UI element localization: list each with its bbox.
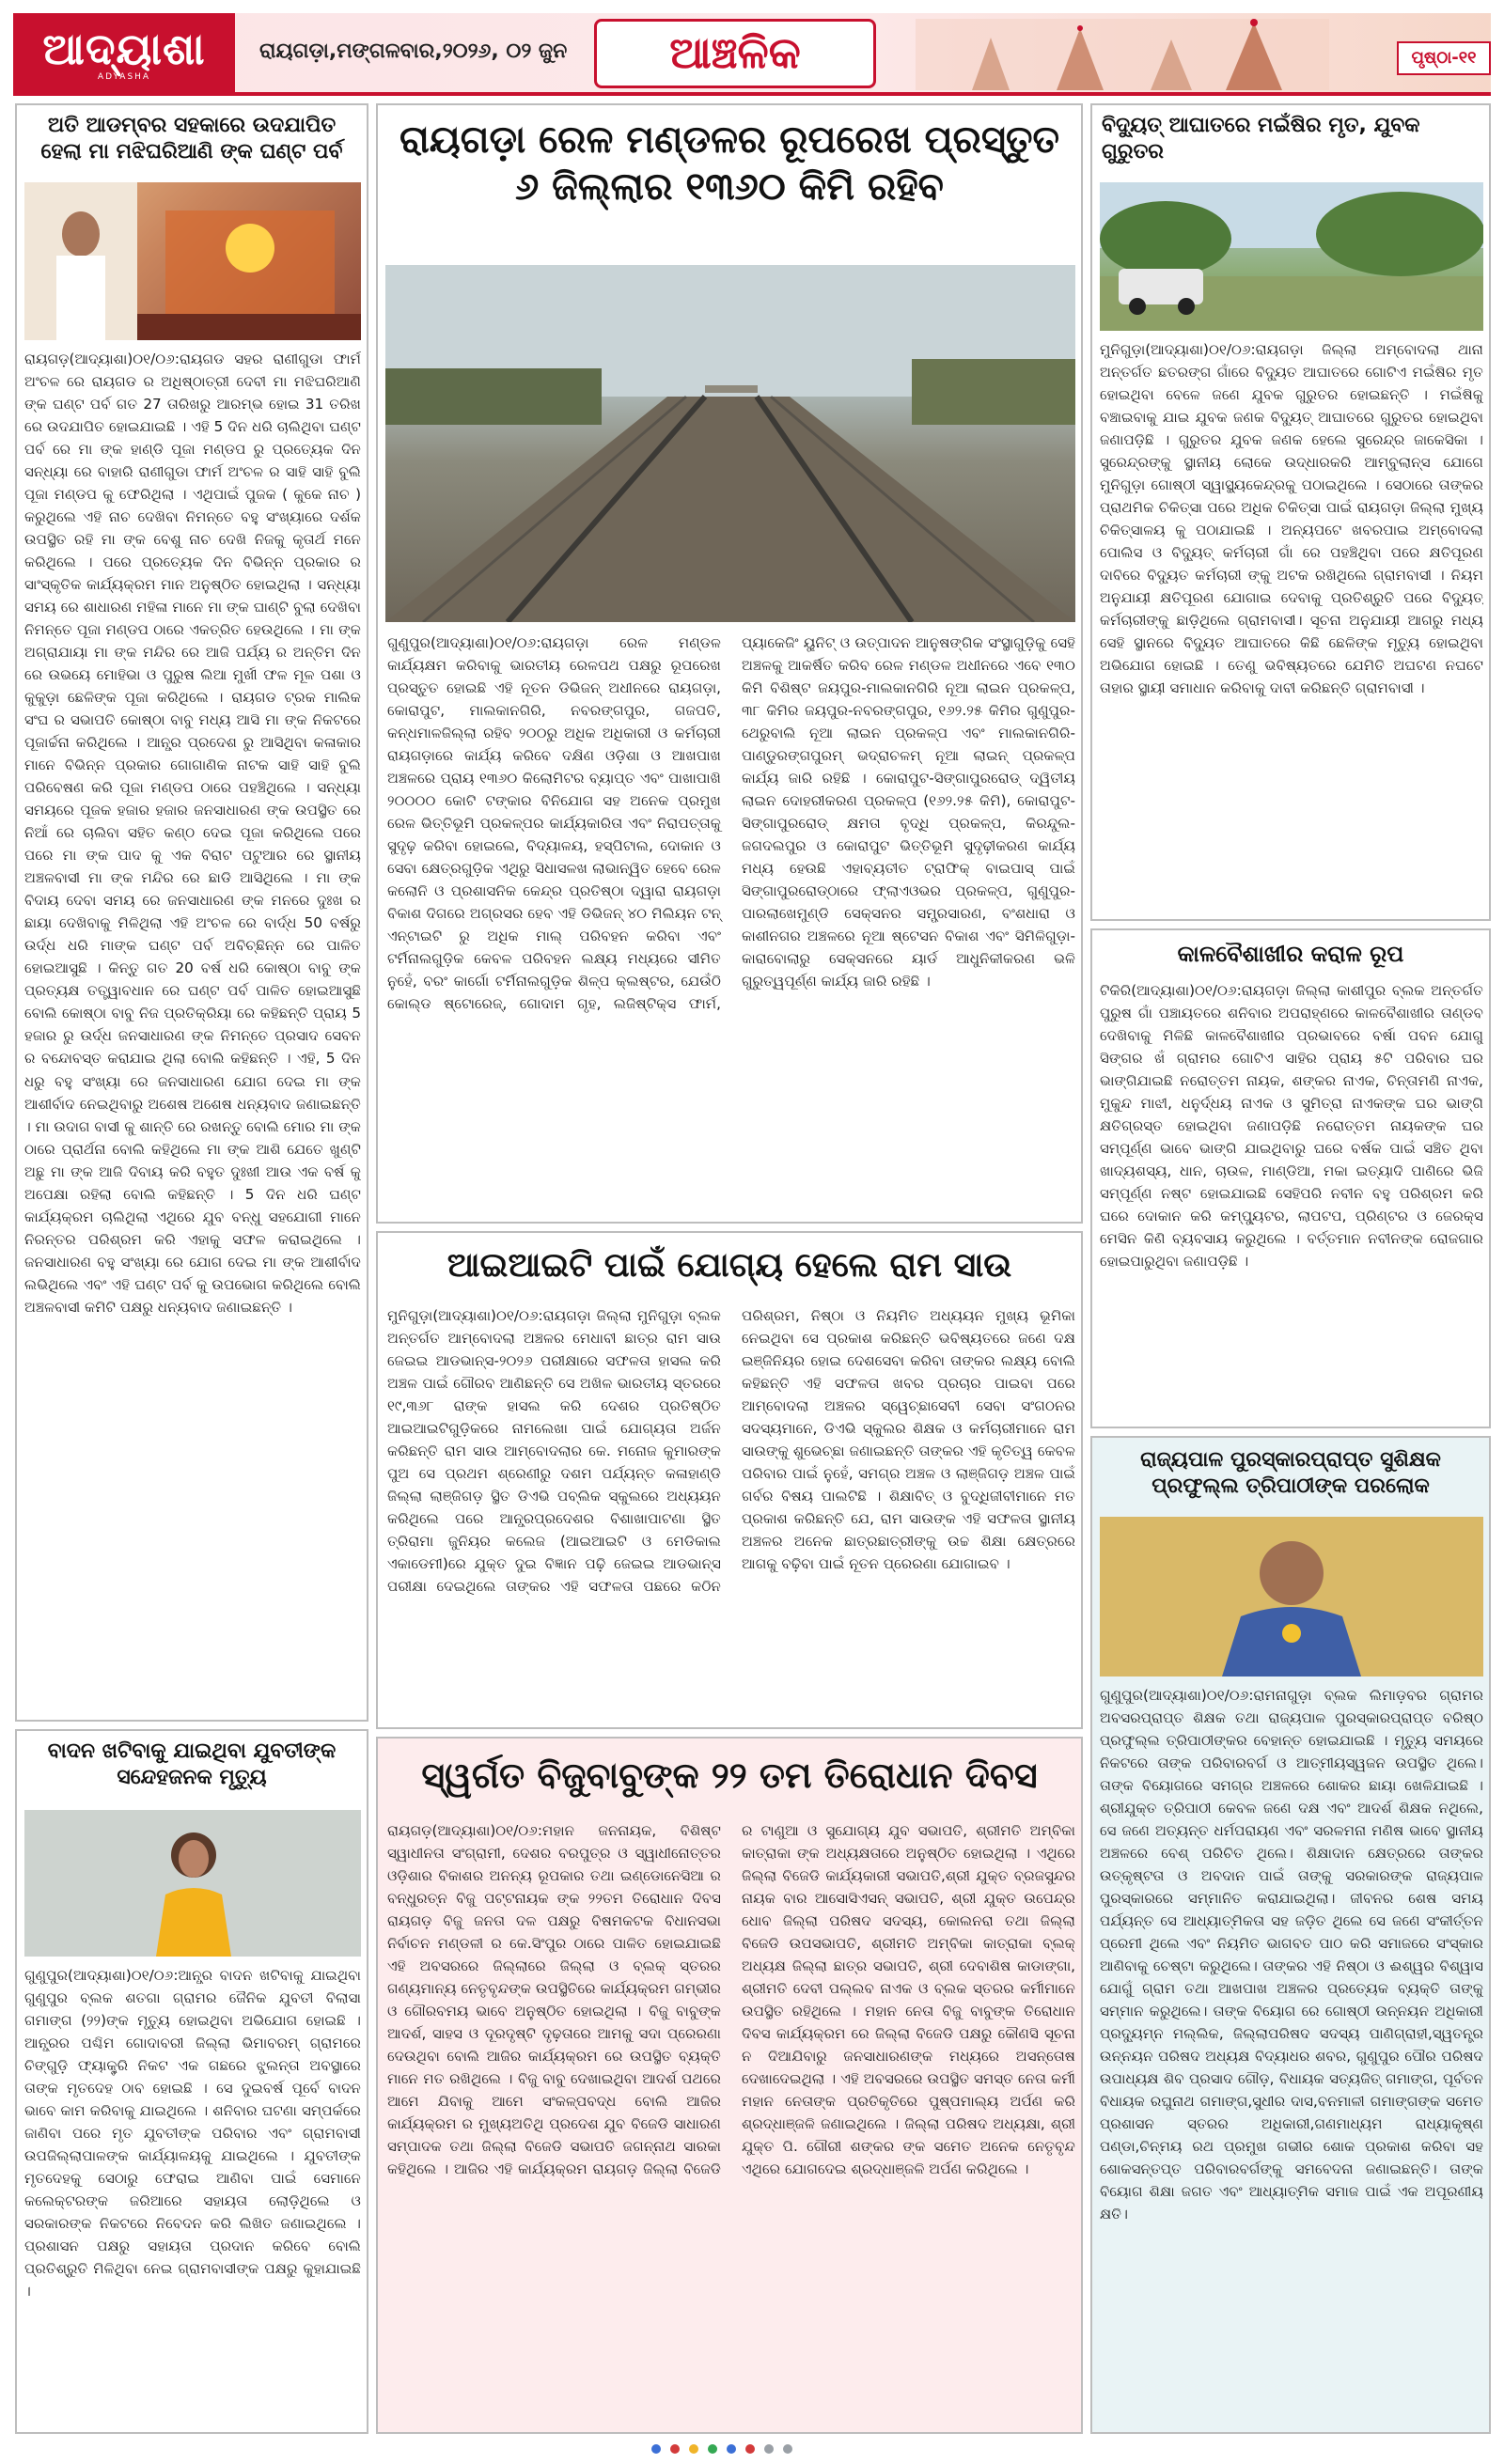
headline: ସ୍ୱର୍ଗତ ବିଜୁବାବୁଙ୍କ ୨୨ ତମ ତିରୋଧାନ ଦିବସ — [421, 1754, 1038, 1796]
headline: ଅତି ଆଡମ୍ବର ସହକାରେ ଉଦଯାପିତ ହେଲା ମା ମଝିଘରିଆଣି ଙ୍କ ଘଣ୍ଟ ପର୍ବ — [40, 114, 343, 164]
article-body: ଗୁଣୁପୁର(ଆଦ୍ୟାଶା)୦୧/୦୬:ଆନ୍ଧ୍ର ବାଦନ ଖଟିବାକୁ ଯାଇଥିବା ଗୁଣୁପୁର ବ୍ଲକ ଶତଗା ଗ୍ରାମର ଜୈନିକ ଯୁବତୀ ବିଲାସା ଗମାଙ୍ଗ (୨୨)ଙ୍କ ମୃତ୍ୟୁ ହୋଇଥିବା ଅଭିଯୋଗ ହୋଇଛି । ଆନ୍ଧ୍ରର ପଶ୍ଚିମ ଗୋଦାବରୀ ଜିଲ୍ଲା ଭିମାବରମ୍ ଗ୍ରାମରେ ଚିଙ୍ଗୁଡ଼ି ଫ୍ୟାକ୍ଟ୍ରି ନିକଟ ଏକ ଗଛରେ ଝୁଲନ୍ତା ଅବସ୍ଥାରେ ତାଙ୍କ ମୃତଦେହ ଠାବ ହୋଇଛି । ସେ ଦୁଇବର୍ଷ ପୂର୍ବେ ବାଦନ ଭାବେ କାମ କରିବାକୁ ଯାଇଥିଲେ । ଶନିବାର ଘଟଣା ସମ୍ପର୍କରେ ଜାଣିବା ପରେ ମୃତ ଯୁବତୀଙ୍କ ପରିବାର ଏବଂ ଗ୍ରାମବାସୀ ଉପଜିଲ୍ଲାପାଳଙ୍କ କାର୍ଯ୍ୟାଳୟକୁ ଯାଇଥିଲେ । ଯୁବତୀଙ୍କ ମୃତଦେହକୁ ସେଠାରୁ ଫେରାଇ ଆଣିବା ପାଇଁ ସେମାନେ କଲେକ୍ଟରଙ୍କ ଜରିଆରେ ସହାୟତା ଲୋଡ଼ିଥିଲେ ଓ ସରକାରଙ୍କ ନିକଟରେ ନିବେଦନ କରି ଲିଖିତ ଜଣାଇଥିଲେ । ପ୍ରଶାସନ ପକ୍ଷରୁ ସହାୟତା ପ୍ରଦାନ କରିବେ ବୋଲି ପ୍ରତିଶ୍ରୁତି ମିଳିଥିବା ନେଇ ଗ୍ରାମବାସୀଙ୍କ ପକ୍ଷରୁ କୁହାଯାଇଛି । — [24, 1967, 361, 2300]
headline: ବାଦନ ଖଟିବାକୁ ଯାଇଥିବା ଯୁବତୀଙ୍କ ସନ୍ଦେହଜନକ ମୃତ୍ୟୁ — [47, 1739, 337, 1789]
photo-placeholder-icon — [24, 1810, 361, 1957]
masthead — [13, 13, 1491, 96]
headline: ଆଇଆଇଟି ପାଇଁ ଯୋଗ୍ୟ ହେଲେ ରାମ ସାଉ — [446, 1246, 1012, 1285]
article-body: ରାୟଗଡ଼(ଆଦ୍ୟାଶା)୦୧/୦୬:ରାୟଗଡ ସହର ରାଣୀଗୁଡା ଫାର୍ମ ଅଂଚଳ ରେ ରାୟଗଡ ର ଅଧିଷ୍ଠାତ୍ରୀ ଦେବୀ ମା ମଝିଘରିଆଣି ଙ୍କ ଘଣ୍ଟ ପର୍ବ ଗତ 27 ତାରିଖରୁ ଆରମ୍ଭ ହୋଇ 31 ତରିଖ ରେ ଉଦଯାପିତ ହୋଇଯାଇଛି । ଏହି 5 ଦିନ ଧରି ଚାଲିଥିବା ଘଣ୍ଟ ପର୍ବ ରେ ମା ଙ୍କ ହାଣ୍ଡି ପୂଜା ମଣ୍ଡପ ରୁ ପ୍ରତ୍ୟେକ ଦିନ ସନ୍ଧ୍ୟା ରେ ବାହାରି ରାଣୀଗୁଡା ଫାର୍ମ ଅଂଚଳ ର ସାହି ସାହି ବୁଲି ପୂଜା ମଣ୍ଡପ କୁ ଫେରିଥିଲା । ଏଥିପାଇଁ ପୁଜକ ( କୁକେ ନାଚ ) କରୁଥିଲେ ଏହି ନାଚ ଦେଖିବା ନିମନ୍ତେ ବହୁ ସଂଖ୍ୟାରେ ଦର୍ଶକ ଉପସ୍ଥିତ ରହି ମା ଙ୍କ ବେଶୁ ନାଚ ଦେଖି ନିଜକୁ କୃତାର୍ଥ ମନେ କରିଥିଲେ । ପରେ ପ୍ରତ୍ୟେକ ଦିନ ବିଭିନ୍ନ ପ୍ରକାର ର ସାଂସ୍କୃତିକ କାର୍ଯ୍ୟକ୍ରମ ମାନ ଅନୁଷ୍ଠିତ ହୋଇଥିଲା । ସନ୍ଧ୍ୟା ସମୟ ରେ ଶାଧାରଣ ମହିଳା ମାନେ ମା ଙ୍କ ଘାଣ୍ଟି ବୁଲା ଦେଖିବା ନିମନ୍ତେ ପୂଜା ମଣ୍ଡପ ଠାରେ ଏକତ୍ରିତ ହେଉଥିଲେ । ମା ଙ୍କ ଅଗ୍ରାଯାୟା ମା ଙ୍କ ମନ୍ଦିର ରେ ଆଜି ପର୍ଯ୍ୟ ର ଅନ୍ତିମ ଦିନ ରେ ଉଭୟେ ମୋହିଭା ଓ ପୁରୁଷ ଲିଆ ମୁର୍ଖୀ ଫଳ ମୂଳ ପଶା ଓ କୁକୁଡ଼ା ଛେଳିଙ୍କ ପୂଜା କରିଥିଲେ । ରାୟଗଡ ଟ୍ରକ ମାଲିକ ସଂଘ ର ସଭାପତି କୋଷ୍ଠା ବାବୁ ମଧ୍ୟ ଆସି ମା ଙ୍କ ନିକଟରେ ପୂଜାର୍ଚ୍ଚନା କରିଥିଲେ । ଆନ୍ଧ୍ର ପ୍ରଦେଶ ରୁ ଆସିଥିବା କଳାକାର ମାନେ ବିଭିନ୍ନ ପ୍ରକାର ଗୋଗାଣିକ ନାଟକ ସାହି ସାହି ବୁଲି ପରିବେଷଣ କରି ପୂଜା ମଣ୍ଡପ ଠାରେ ପହଞ୍ଚିଥିଲେ । ସନ୍ଧ୍ୟା ସମୟରେ ପୂଜକ ହଜାର ହଜାର ଜନସାଧାରଣ ଙ୍କ ଉପସ୍ଥିତ ରେ ନିଆଁ ରେ ଚାଲିବା ସହିତ କଣ୍ଠ ଦେଇ ପୂଜା କରିଥିଲେ ପରେ ପରେ ମା ଙ୍କ ପାଦ କୁ ଏକ ବିରାଟ ପଟୁଆର ରେ ସ୍ଥାନୀୟ ଅଞ୍ଚଳବାସୀ ମା ଙ୍କ ମନ୍ଦିର ରେ ଛାଡି ଆସିଥିଲେ । ମା ଙ୍କ ବିଦାୟ ଦେବା ସମୟ ରେ ଜନସାଧାରଣ ଙ୍କ ମନରେ ଦୁଃଖ ର ଛାୟା ଦେଖିବାକୁ ମିଳିଥିଲା ଏହି ଅଂଚଳ ରେ ବାର୍ଦ୍ଧ 50 ବର୍ଷରୁ ଉର୍ଦ୍ଧ ଧରି ମାଙ୍କ ଘଣ୍ଟ ପର୍ବ ଅବିଚ୍ଛିନ୍ନ ରେ ପାଳିତ ହୋଇଆସୁଛି । କିନ୍ତୁ ଗତ 20 ବର୍ଷ ଧରି କୋଷ୍ଠା ବାବୁ ଙ୍କ ପ୍ରତ୍ୟକ୍ଷ ତତ୍ତ୍ୱାବଧାନ ରେ ଘଣ୍ଟ ପର୍ବ ପାଳିତ ହୋଇଆସୁଛି ବୋଲି କୋଷ୍ଠା ବାବୁ ନିଜ ପ୍ରତିକ୍ରିୟା ରେ କହିଛନ୍ତି ପ୍ରାୟ 5 ହଜାର ରୁ ଉର୍ଦ୍ଧ ଜନସାଧାରଣ ଙ୍କ ନିମନ୍ତେ ପ୍ରସାଦ ସେବନ ର ବନ୍ଦୋବସ୍ତ କରାଯାଇ ଥିଲା ବୋଲି କହିଛନ୍ତି । ଏହି, 5 ଦିନ ଧରୁ ବହୁ ସଂଖ୍ୟା ରେ ଜନସାଧାରଣ ଯୋଗ ଦେଇ ମା ଙ୍କ ଆଶୀର୍ବାଦ ନେଇଥିବାରୁ ଅଶେଷ ଅଶେଷ ଧନ୍ୟବାଦ ଜଣାଇଛନ୍ତି । ମା ଉଦାଗ ବାସୀ କୁ ଶାନ୍ତି ରେ ରଖନ୍ତୁ ବୋଲି ମୋର ମା ଙ୍କ ଠାରେ ପ୍ରାର୍ଥନା ବୋଲି କହିଥିଲେ ମା ଙ୍କ ଆଶି ଯେତେ ଖୁଣ୍ଟି ଅଛୁ ମା ଙ୍କ ଆଜି ଦିବାୟ କରି ବହୁତ ଦୁଃଖୀ ଆଉ ଏକ ବର୍ଷ କୁ ଅପେକ୍ଷା ରହିଲା ବୋଲି କହିଛନ୍ତି । 5 ଦିନ ଧରି ଘଣ୍ଟ କାର୍ଯ୍ୟକ୍ରମ ଚାଲିଥିଲା ଏଥିରେ ଯୁବ ବନ୍ଧୁ ସହଯୋଗୀ ମାନେ ନିରନ୍ତର ପରିଶ୍ରମ କରି ଏହାକୁ ସଫଳ କରାଇଥିଲେ । ଜନସାଧାରଣ ବହୁ ସଂଖ୍ୟା ରେ ଯୋଗ ଦେଇ ମା ଙ୍କ ଆଶୀର୍ବାଦ ଲଭିଥିଲେ ଏବଂ ଏହି ଘଣ୍ଟ ପର୍ବ କୁ ଉପଭୋଗ କରିଥିଲେ ବୋଲି ଅଞ୍ଚଳବାସୀ କମିଟି ପକ୍ଷରୁ ଧନ୍ୟବାଦ ଜଣାଇଛନ୍ତି । — [24, 351, 361, 1316]
headline: ରାଜ୍ୟପାଳ ପୁରସ୍କାରପ୍ରାପ୍ତ ସୁଶିକ୍ଷକ ପ୍ରଫୁଲ୍ଲ ତ୍ରିପାଠୀଙ୍କ ପରଲୋକ — [1140, 1448, 1441, 1498]
photo-temple-puja — [24, 182, 361, 340]
article-biju-babu — [376, 1737, 1083, 2434]
article-body: ଗୁଣୁପୁର(ଆଦ୍ୟାଶା)୦୧/୦୬:ରାୟଗଡ଼ା ରେଳ ମଣ୍ଡଳ କାର୍ଯ୍ୟକ୍ଷମ କରିବାକୁ ଭାରତୀୟ ରେଳପଥ ପକ୍ଷରୁ ରୂପରେଖ ପ୍ରସ୍ତୁତ ହୋଇଛି ଏହି ନୂତନ ଡିଭିଜନ୍ ଅଧୀନରେ ରାୟଗଡ଼ା, କୋରାପୁଟ, ମାଲକାନଗିରି, ନବରଙ୍ଗପୁର, ଗଜପତି, କନ୍ଧମାଳଜିଲ୍ଲା ରହିବ ୨୦୦ରୁ ଅଧିକ ଅଧିକାରୀ ଓ କର୍ମଚାରୀ ରାୟଗଡ଼ାରେ କାର୍ଯ୍ୟ କରିବେ ଦକ୍ଷିଣ ଓଡ଼ିଶା ଓ ଆଖପାଖ ଅଞ୍ଚଳରେ ପ୍ରାୟ ୧୩୬୦ କିଲୋମିଟର ବ୍ୟାପ୍ତ ଏବଂ ପାଖାପାଖି ୨୦୦୦୦ କୋଟି ଟଙ୍କାର ବିନିଯୋଗ ସହ ଅନେକ ପ୍ରମୁଖ ରେଳ ଭିତ୍ତିଭୂମି ପ୍ରକଳ୍ପର କାର୍ଯ୍ୟକାରିତା ଏବଂ ନିରାପତ୍ତାକୁ ସୁଦୃଢ଼ କରିବା ହୋଇଲେ, ବିଦ୍ୟାଳୟ, ହସ୍ପିଟାଲ, ଦୋକାନ ଓ ସେବା କ୍ଷେତ୍ରଗୁଡ଼ିକ ଏଥିରୁ ସିଧାସଳଖ ଲାଭାନ୍ୱିତ ହେବେ ରେଳ କଲୋନି ଓ ପ୍ରଶାସନିକ କେନ୍ଦ୍ର ପ୍ରତିଷ୍ଠା ଦ୍ୱାରା ରାୟଗଡ଼ା ବିକାଶ ଦିଗରେ ଅଗ୍ରସର ହେବ ଏହି ଡିଭିଜନ୍ ୪୦ ମିଲିୟନ ଟନ୍ ଏନ୍ଟାଇଟି ରୁ ଅଧିକ ମାଲ୍ ପରିବହନ କରିବା ଏବଂ ଟର୍ମିନାଲଗୁଡ଼ିକ କେବଳ ପରିବହନ ଲକ୍ଷ୍ୟ ମଧ୍ୟରେ ସୀମିତ ନୁହେଁ, ବରଂ କାର୍ଗୋ ଟର୍ମିନାଲଗୁଡ଼ିକ ଶିଳ୍ପ କ୍ଲଷ୍ଟର, ଯେଉଁଠି କୋଲ୍ଡ ଷ୍ଟୋରେଜ୍, ଗୋଦାମ ଗୃହ, ଲଜିଷ୍ଟିକ୍ସ ଫାର୍ମ, ପ୍ୟାକେଜିଂ ୟୁନିଟ୍ ଓ ଉତ୍ପାଦନ ଆନୁଷଙ୍ଗିକ ସଂସ୍ଥାଗୁଡ଼ିକୁ ସେହି ଅଞ୍ଚଳକୁ ଆକର୍ଷିତ କରିବ ରେଳ ମଣ୍ଡଳ ଅଧୀନରେ ଏବେ ୧୩୦ କିମି ବିଶିଷ୍ଟ ଜୟପୁର-ମାଲକାନଗିରି ନୂଆ ଲାଇନ ପ୍ରକଳ୍ପ, ୩୮ କିମିର ଜୟପୁର-ନବରଙ୍ଗପୁର, ୧୬୨.୨୫ କିମିର ଗୁଣୁପୁର-ଥେରୁବାଲି ନୂଆ ଲାଇନ ପ୍ରକଳ୍ପ ଏବଂ ମାଲକାନଗିରି-ପାଣ୍ଡୁରଙ୍ଗପୁରମ୍ ଭଦ୍ରାଚଳମ୍ ନୂଆ ଲାଇନ୍ ପ୍ରକଳ୍ପ କାର୍ଯ୍ୟ ଜାରି ରହିଛି । କୋରାପୁଟ-ସିଙ୍ଗାପୁରରୋଡ୍ ଦ୍ୱିତୀୟ ଲାଇନ ଦୋହରୀକରଣ ପ୍ରକଳ୍ପ (୧୬୨.୨୫ କିମି), କୋରାପୁଟ-ସିଙ୍ଗାପୁରରୋଡ୍ କ୍ଷମତା ବୃଦ୍ଧି ପ୍ରକଳ୍ପ, କିରନ୍ଦୁଲ-ଜଗଦଲପୁର ଓ କୋରାପୁଟ ଭିତ୍ତିଭୂମି ସୁଦୃଢ଼ୀକରଣ କାର୍ଯ୍ୟ ମଧ୍ୟ ହେଉଛି ଏହାବ୍ୟତୀତ ଟ୍ରାଫିକ୍ ବାଇପାସ୍ ପାଇଁ ସିଙ୍ଗାପୁରରୋଡ୍‌ଠାରେ ଫ୍ଲାଏଓଭର ପ୍ରକଳ୍ପ, ଗୁଣୁପୁର-ପାରଲାଖେମୁଣ୍ଡି ସେକ୍ସନର ସମ୍ପ୍ରସାରଣ, ବଂଶଧାରା ଓ କାଶୀନଗର ଅଞ୍ଚଳରେ ନୂଆ ଷ୍ଟେସନ ବିକାଶ ଏବଂ ସିମିଳିଗୁଡ଼ା-କାରାବୋଲାରୁ ସେକ୍ସନରେ ୟାର୍ଡ ଆଧୁନିକୀକରଣ ଭଳି ଗୁରୁତ୍ୱପୂର୍ଣ୍ଣ କାର୍ଯ୍ୟ ଜାରି ରହିଛି । — [387, 634, 1075, 1013]
page-indicator-dots-icon — [649, 2441, 808, 2456]
photo-young-woman — [24, 1810, 361, 1957]
photo-teacher-portrait — [1100, 1517, 1483, 1676]
article-body: ମୁନିଗୁଡ଼ା(ଆଦ୍ୟାଶା)୦୧/୦୬:ରାୟଗଡ଼ା ଜିଲ୍ଲା ମୁନିଗୁଡ଼ା ବ୍ଲକ ଅନ୍ତର୍ଗତ ଆମ୍ବୋଦଲା ଅଞ୍ଚଳର ମେଧାବୀ ଛାତ୍ର ରାମ ସାଉ ଜେଇଇ ଆଡଭାନ୍ସ-୨୦୨୬ ପରୀକ୍ଷାରେ ସଫଳତା ହାସଲ କରି ଅଞ୍ଚଳ ପାଇଁ ଗୌରବ ଆଣିଛନ୍ତି ସେ ଅଖିଳ ଭାରତୀୟ ସ୍ତରରେ ୧୯,୩୬୮ ରାଙ୍କ ହାସଲ କରି ଦେଶର ପ୍ରତିଷ୍ଠିତ ଆଇଆଇଟିଗୁଡ଼ିକରେ ନାମଲେଖା ପାଇଁ ଯୋଗ୍ୟତା ଅର୍ଜନ କରିଛନ୍ତି ରାମ ସାଉ ଆମ୍ବୋଦଲାର କେ. ମନୋଜ କୁମାରଙ୍କ ପୁଅ ସେ ପ୍ରଥମ ଶ୍ରେଣୀରୁ ଦଶମ ପର୍ଯ୍ୟନ୍ତ କଳାହାଣ୍ଡି ଜିଲ୍ଲା ଲାଞ୍ଜିଗଡ଼ ସ୍ଥିତ ଡିଏଭି ପବ୍ଲିକ ସ୍କୁଲରେ ଅଧ୍ୟୟନ କରିଥିଲେ ପରେ ଆନ୍ଧ୍ରପ୍ରଦେଶର ବିଶାଖାପାଟଣା ସ୍ଥିତ ତ୍ରିରାମା ଜୁନିୟର କଲେଜ (ଆଇଆଇଟି ଓ ମେଡିକାଲ ଏକାଡେମୀ)ରେ ଯୁକ୍ତ ଦୁଇ ବିଜ୍ଞାନ ପଢ଼ି ଜେଇଇ ଆଡଭାନ୍ସ ପରୀକ୍ଷା ଦେଇଥିଲେ ତାଙ୍କର ଏହି ସଫଳତା ପଛରେ କଠିନ ପରିଶ୍ରମ, ନିଷ୍ଠା ଓ ନିୟମିତ ଅଧ୍ୟୟନ ମୁଖ୍ୟ ଭୂମିକା ନେଇଥିବା ସେ ପ୍ରକାଶ କରିଛନ୍ତି ଭବିଷ୍ୟତରେ ଜଣେ ଦକ୍ଷ ଇଞ୍ଜିନିୟର ହୋଇ ଦେଶସେବା କରିବା ତାଙ୍କର ଲକ୍ଷ୍ୟ ବୋଲି କହିଛନ୍ତି ଏହି ସଫଳତା ଖବର ପ୍ରଚାର ପାଇବା ପରେ ଆମ୍ବୋଦଲା ଅଞ୍ଚଳର ସ୍ୱେଚ୍ଛାସେବୀ ସେବା ସଂଗଠନର ସଦସ୍ୟମାନେ, ଡିଏଭି ସ୍କୁଲର ଶିକ୍ଷକ ଓ କର୍ମଚାରୀମାନେ ରାମ ସାଉଙ୍କୁ ଶୁଭେଚ୍ଛା ଜଣାଇଛନ୍ତି ତାଙ୍କର ଏହି କୃତିତ୍ୱ କେବଳ ପରିବାର ପାଇଁ ନୁହେଁ, ସମଗ୍ର ଅଞ୍ଚଳ ଓ ଲାଞ୍ଜିଗଡ଼ ଅଞ୍ଚଳ ପାଇଁ ଗର୍ବର ବିଷୟ ପାଲଟିଛି । ଶିକ୍ଷାବିତ୍ ଓ ବୁଦ୍ଧିଜୀବୀମାନେ ମତ ପ୍ରକାଶ କରିଛନ୍ତି ଯେ, ରାମ ସାଉଙ୍କ ଏହି ସଫଳତା ସ୍ଥାନୀୟ ଅଞ୍ଚଳର ଅନେକ ଛାତ୍ରଛାତ୍ରୀଙ୍କୁ ଉଚ୍ଚ ଶିକ୍ଷା କ୍ଷେତ୍ରରେ ଆଗକୁ ବଢ଼ିବା ପାଇଁ ନୂତନ ପ୍ରେରଣା ଯୋଗାଇବ । — [387, 1307, 1075, 1596]
article-rail-division — [376, 103, 1083, 1224]
article-body: ଟିକିରି(ଆଦ୍ୟାଶା)୦୧/୦୬:ରାୟଗଡ଼ା ଜିଲ୍ଲା କାଶୀପୁର ବ୍ଲକ ଅନ୍ତର୍ଗତ ପୁରୁଷ ଗାଁ ପଞ୍ଚାୟତରେ ଶନିବାର ଅପରାହ୍ଣରେ କାଳବୈଶାଖୀର ତାଣ୍ଡବ ଦେଖିବାକୁ ମିଳିଛି କାଳବୈଶାଖୀର ପ୍ରଭାବରେ ବର୍ଷା ପବନ ଯୋଗୁ ସିଙ୍ଗର ଖଁ ଗ୍ରାମର ଗୋଟିଏ ସାହିର ପ୍ରାୟ ୫ଟି ପରିବାର ଘର ଭାଙ୍ଗିଯାଇଛି ନରୋତ୍ତମ ନାୟକ, ଶଙ୍କର ନାଏକ, ଚିନ୍ତାମଣି ନାଏକ, ମୁକୁନ୍ଦ ମାଝୀ, ଧନୁର୍ଦ୍ଧୟ ନାଏକ ଓ ସୁମିତ୍ରା ନାଏକଙ୍କ ଘର ଭାଙ୍ଗି କ୍ଷତିଗ୍ରସ୍ତ ହୋଇଥିବା ଜଣାପଡ଼ିଛି ନରୋତ୍ତମ ନାୟକଙ୍କ ଘର ସମ୍ପୂର୍ଣ୍ଣ ଭାବେ ଭାଙ୍ଗି ଯାଇଥିବାରୁ ଘରେ ବର୍ଷକ ପାଇଁ ସଞ୍ଚିତ ଥିବା ଖାଦ୍ୟଶସ୍ୟ, ଧାନ, ଚାଉଳ, ମାଣ୍ଡିଆ, ମକା ଇତ୍ୟାଦି ପାଣିରେ ଭିଜି ସମ୍ପୂର୍ଣ୍ଣ ନଷ୍ଟ ହୋଇଯାଇଛି ସେହିପରି ନବୀନ ବହୁ ପରିଶ୍ରମ କରି ଘରେ ଦୋକାନ କରି କମ୍ପ୍ୟୁଟର, ଲାପଟପ, ପ୍ରିଣ୍ଟର ଓ ଜେରକ୍ସ ମେସିନ କିଣି ବ୍ୟବସାୟ କରୁଥିଲେ । ବର୍ତ୍ତମାନ ନବୀନଙ୍କ ରୋଜଗାର ହୋଇପାରୁଥିବା ଜଣାପଡ଼ିଛି । — [1100, 982, 1483, 1271]
headline: ରାୟଗଡ଼ା ରେଳ ମଣ୍ଡଳର ରୂପରେଖ ପ୍ରସ୍ତୁତ ୬ ଜିଲ୍ଲାର ୧୩୬୦ କିମି ରହିବ — [399, 118, 1060, 209]
section-title: ଆଞ୍ଚଳିକ — [594, 19, 876, 88]
article-electric-shock — [1090, 103, 1491, 921]
headline: ବିଦ୍ୟୁତ୍ ଆଘାତରେ ମଇଁଷିର ମୃତ, ଯୁବକ ଗୁରୁତର — [1102, 114, 1420, 164]
photo-railway-track — [385, 265, 1075, 622]
article-body: ରାୟଗଡ଼(ଆଦ୍ୟାଶା)୦୧/୦୬:ମହାନ ଜନନାୟକ, ବିଶିଷ୍ଟ ସ୍ୱାଧୀନତା ସଂଗ୍ରାମୀ, ଦେଶର ବରପୁତ୍ର ଓ ସ୍ୱାଧୀନୋତ୍ତର ଓଡ଼ିଶାର ବିକାଶର ଅନନ୍ୟ ରୂପକାର ତଥା ଇଣ୍ଡୋନେସିଆ ର ବନ୍ଧୁରତ୍ନ ବିଜୁ ପଟ୍ଟନାୟକ ଙ୍କ ୨୨ତମ ତିରୋଧାନ ଦିବସ ରାୟଗଡ଼ ବିଜୁ ଜନତା ଦଳ ପକ୍ଷରୁ ବିଷମକଟକ ବିଧାନସଭା ନିର୍ବାଚନ ମଣ୍ଡଳୀ ର କେ.ସିଂପୁର ଠାରେ ପାଳିତ ହୋଇଯାଇଛି ଏହି ଅବସରରେ ଜିଲ୍ଲାରେ ଜିଲ୍ଲା ଓ ବ୍ଲକ୍ ସ୍ତରର ଗଣ୍ୟମାନ୍ୟ ନେତୃବୃନ୍ଦଙ୍କ ଉପସ୍ଥିତିରେ କାର୍ଯ୍ୟକ୍ରମ ଗମ୍ଭୀର ଓ ଗୌରବମୟ ଭାବେ ଅନୁଷ୍ଠିତ ହୋଇଥିଲା । ବିଜୁ ବାବୁଙ୍କ ଆଦର୍ଶ, ସାହସ ଓ ଦୂରଦୃଷ୍ଟି ଦୃଢ଼ତାରେ ଆମକୁ ସଦା ପ୍ରେରଣା ଦେଉଥିବା ବୋଲି ଆଜିର କାର୍ଯ୍ୟକ୍ରମ ରେ ଉପସ୍ଥିତ ବ୍ୟକ୍ତି ମାନେ ମତ ରଖିଥିଲେ । ବିଜୁ ବାବୁ ଦେଖାଇଥିବା ଆଦର୍ଶ ପଥରେ ଆମେ ଯିବାକୁ ଆମେ ସଂକଳ୍ପବଦ୍ଧ ବୋଲି ଆଜିର କାର୍ଯ୍ୟକ୍ରମ ର ମୁଖ୍ୟଅତିଥି ପ୍ରଦେଶ ଯୁବ ବିଜେଡି ସାଧାରଣ ସମ୍ପାଦକ ତଥା ଜିଲ୍ଲା ବିଜେଡି ସଭାପତି ଜଗନ୍ନାଥ ସାରକା କହିଥିଲେ । ଆଜିର ଏହି କାର୍ଯ୍ୟକ୍ରମ ରାୟଗଡ଼ ଜିଲ୍ଲା ବିଜେଡି ର ଟାଣୁଆ ଓ ସୁଯୋଗ୍ୟ ଯୁବ ସଭାପତି, ଶ୍ରୀମତି ଅମ୍ବିକା କାତ୍ରାକା ଙ୍କ ଅଧ୍ୟକ୍ଷତାରେ ଅନୁଷ୍ଠିତ ହୋଇଥିଲା । ଏଥିରେ ଜିଲ୍ଲା ବିଜେଡି କାର୍ଯ୍ୟକାରୀ ସଭାପତି,ଶ୍ରୀ ଯୁକ୍ତ ବ୍ରଜସୁନ୍ଦର ନାୟକ ବାର ଆସୋସିଏସନ୍ ସଭାପତି, ଶ୍ରୀ ଯୁକ୍ତ ଉପେନ୍ଦ୍ର ଧୋବ ଜିଲ୍ଲା ପରିଷଦ ସଦସ୍ୟ, କୋଲନରା ତଥା ଜିଲ୍ଲା ବିଜେଡି ଉପସଭାପତି, ଶ୍ରୀମତି ଅମ୍ବିକା କାତ୍ରାକା ବ୍ଲକ୍ ଅଧ୍ୟକ୍ଷ ଜିଲ୍ଲା ଛାତ୍ର ସଭାପତି, ଶ୍ରୀ ଦେବାଶିଷ କାଡାଙ୍ଗା, ଶ୍ରୀମତି ଦେବୀ ପଲ୍ଲବ ନାଏକ ଓ ବ୍ଲକ ସ୍ତରର କର୍ମୀମାନେ ଉପସ୍ଥିତ ରହିଥିଲେ । ମହାନ ନେତା ବିଜୁ ବାବୁଙ୍କ ତିରୋଧାନ ଦିବସ କାର୍ଯ୍ୟକ୍ରମ ରେ ଜିଲ୍ଲା ବିଜେଡି ପକ୍ଷରୁ କୌଣସି ସୂଚନା ନ ଦିଆଯିବାରୁ ଜନସାଧାରଣଙ୍କ ମଧ୍ୟରେ ଅସନ୍ତୋଷ ଦେଖାଦେଇଥିଲା । ଏହି ଅବସରରେ ଉପସ୍ଥିତ ସମସ୍ତ ନେତା କର୍ମୀ ମହାନ ନେତାଙ୍କ ପ୍ରତିକୃତିରେ ପୁଷ୍ପମାଲ୍ୟ ଅର୍ପଣ କରି ଶ୍ରଦ୍ଧାଞ୍ଜଳି ଜଣାଇଥିଲେ । ଜିଲ୍ଲା ପରିଷଦ ଅଧ୍ୟକ୍ଷା, ଶ୍ରୀ ଯୁକ୍ତ ପି. ଗୌରୀ ଶଙ୍କର ଙ୍କ ସମେତ ଅନେକ ନେତୃବୃନ୍ଦ ଏଥିରେ ଯୋଗଦେଇ ଶ୍ରଦ୍ଧାଞ୍ଜଳି ଅର୍ପଣ କରିଥିଲେ । — [387, 1822, 1075, 2178]
newspaper-logo: ଆଦ୍ୟାଶା ADYASHA — [13, 13, 235, 96]
headline: କାଳବୈଶାଖୀର କରାଳ ରୂପ — [1177, 941, 1404, 967]
railway-track-icon — [385, 265, 1075, 622]
photo-placeholder-icon — [1100, 1517, 1483, 1676]
page-number: ପୃଷ୍ଠା-୧୧ — [1397, 41, 1491, 75]
article-kalbaisakhi — [1090, 928, 1491, 1428]
temple-banner-icon — [916, 19, 1329, 90]
article-body: ମୁନିଗୁଡ଼ା(ଆଦ୍ୟାଶା)୦୧/୦୬:ରାୟଗଡ଼ା ଜିଲ୍ଲା ଅମ୍ବୋଦଲା ଥାନା ଅନ୍ତର୍ଗତ ଛତରଙ୍ଗ ଗାଁରେ ବିଦ୍ୟୁତ ଆଘାତରେ ଗୋଟିଏ ମଇଁଷିର ମୃତ ହୋଇଥିବା ବେଳେ ଜଣେ ଯୁବକ ଗୁରୁତର ହୋଇଛନ୍ତି । ମଇଁଷିକୁ ବଞ୍ଚାଇବାକୁ ଯାଇ ଯୁବକ ଜଣକ ବିଦ୍ୟୁତ୍ ଆଘାତରେ ଗୁରୁତର ହୋଇଥିବା ଜଣାପଡ଼ିଛି । ଗୁରୁତର ଯୁବକ ଜଣକ ହେଲେ ସୁରେନ୍ଦ୍ର ଜାକେସିକା । ସୁରେନ୍ଦ୍ରଙ୍କୁ ସ୍ଥାନୀୟ ଲୋକେ ଉଦ୍ଧାରକରି ଆମ୍ବୁଲାନ୍ସ ଯୋଗେ ମୁନିଗୁଡ଼ା ଗୋଷ୍ଠୀ ସ୍ୱାସ୍ଥ୍ୟକେନ୍ଦ୍ରକୁ ପଠାଇଥିଲେ । ସେଠାରେ ତାଙ୍କର ପ୍ରାଥମିକ ଚିକିତ୍ସା ପରେ ଅଧିକ ଚିକିତ୍ସା ପାଇଁ ରାୟଗଡ଼ା ଜିଲ୍ଲା ମୁଖ୍ୟ ଚିକିତ୍ସାଳୟ କୁ ପଠାଯାଇଛି । ଅନ୍ୟପଟେ ଖବରପାଇ ଅମ୍ବୋଦଲା ପୋଲିସ ଓ ବିଦ୍ୟୁତ୍ କର୍ମଚାରୀ ଗାଁ ରେ ପହଞ୍ଚିଥିବା ପରେ କ୍ଷତିପୂରଣ ଦାବିରେ ବିଦ୍ୟୁତ କର୍ମଚାରୀ ଙ୍କୁ ଅଟକ ରଖିଥିଲେ ଗ୍ରାମବାସୀ । ନିୟମ ଅନୁଯାୟୀ କ୍ଷତିପୂରଣ ଯୋଗାଇ ଦେବାକୁ ପ୍ରତିଶ୍ରୁତି ପରେ ବିଦ୍ୟୁତ୍ କର୍ମଚାରୀଙ୍କୁ ଛାଡ଼ିଥିଲେ ଗ୍ରାମବାସୀ। ସୂଚନା ଅନୁଯାୟୀ ଆଗରୁ ମଧ୍ୟ ସେହି ସ୍ଥାନରେ ବିଦ୍ୟୁତ ଆଘାତରେ କିଛି ଛେଳିଙ୍କ ମୃତ୍ୟୁ ହୋଇଥିବା ଅଭିଯୋଗ ହୋଇଛି । ତେଣୁ ଭବିଷ୍ୟତରେ ଯେମିତି ଅଘଟଣ ନଘଟେ ତାହାର ସ୍ଥାୟୀ ସମାଧାନ କରିବାକୁ ଦାବୀ କରିଛନ୍ତି ଗ୍ରାମବାସୀ । — [1100, 341, 1483, 697]
article-prafulla-tripathy — [1090, 1436, 1491, 2434]
photo-village-scene — [1100, 182, 1483, 331]
dateline: ରାୟଗଡ଼ା,ମଙ୍ଗଳବାର,୨୦୨୬, ୦୨ ଜୁନ — [259, 39, 568, 63]
photo-placeholder-icon — [24, 182, 361, 340]
article-vadan-death — [15, 1729, 368, 2434]
article-ram-sau-iit — [376, 1231, 1083, 1729]
photo-placeholder-icon — [1100, 182, 1483, 331]
article-ghanta-parba — [15, 103, 368, 1722]
article-body: ଗୁଣୁପୁର(ଆଦ୍ୟାଶା)୦୧/୦୬:ରାମନାଗୁଡ଼ା ବ୍ଲକ ଲିମାଡ଼ବର ଗ୍ରାମର ଅବସରପ୍ରାପ୍ତ ଶିକ୍ଷକ ତଥା ରାଜ୍ୟପାଳ ପୁରସ୍କାରପ୍ରାପ୍ତ ବରିଷ୍ଠ ପ୍ରଫୁଲ୍ଲ ତ୍ରିପାଠୀଙ୍କର ବେହାନ୍ତ ହୋଇଯାଇଛି । ମୃତ୍ୟୁ ସମୟରେ ନିକଟରେ ତାଙ୍କ ପରିବାରବର୍ଗ ଓ ଆତ୍ମୀୟସ୍ୱଜନ ଉପସ୍ଥିତ ଥିଲେ। ତାଙ୍କ ବିୟୋଗରେ ସମଗ୍ର ଅଞ୍ଚଳରେ ଶୋକର ଛାୟା ଖେଳିଯାଇଛି । ଶ୍ରୀଯୁକ୍ତ ତ୍ରିପାଠୀ କେବଳ ଜଣେ ଦକ୍ଷ ଏବଂ ଆଦର୍ଶ ଶିକ୍ଷକ ନଥିଲେ, ସେ ଜଣେ ଅତ୍ୟନ୍ତ ଧର୍ମପରାୟଣ ଏବଂ ସରଳମନା ମଣିଷ ଭାବେ ସ୍ଥାନୀୟ ଅଞ୍ଚଳରେ ବେଶ୍ ପରିଚିତ ଥିଲେ। ଶିକ୍ଷାଦାନ କ୍ଷେତ୍ରରେ ତାଙ୍କର ଉତ୍କୃଷ୍ଟତା ଓ ଅବଦାନ ପାଇଁ ତାଙ୍କୁ ସରକାରଙ୍କ ରାଜ୍ୟପାଳ ପୁରସ୍କାରରେ ସମ୍ମାନିତ କରାଯାଇଥିଲା। ଜୀବନର ଶେଷ ସମୟ ପର୍ଯ୍ୟନ୍ତ ସେ ଆଧ୍ୟାତ୍ମିକତା ସହ ଜଡ଼ିତ ଥିଲେ ସେ ଜଣେ ସଂକୀର୍ତ୍ତନ ପ୍ରେମୀ ଥିଲେ ଏବଂ ନିୟମିତ ଭାଗବତ ପାଠ କରି ସମାଜରେ ସଂସ୍କାର ଆଣିବାକୁ ଚେଷ୍ଟା କରୁଥିଲେ। ତାଙ୍କର ଏହି ନିଷ୍ଠା ଓ ଈଶ୍ୱର ବିଶ୍ୱାସ ଯୋଗୁଁ ଗ୍ରାମ ତଥା ଆଖପାଖ ଅଞ୍ଚଳର ପ୍ରତ୍ୟେକ ବ୍ୟକ୍ତି ତାଙ୍କୁ ସମ୍ମାନ କରୁଥିଲେ। ତାଙ୍କ ବିୟୋଗ ରେ ଗୋଷ୍ଠୀ ଉନ୍ନୟନ ଅଧିକାରୀ ପ୍ରଦ୍ୟୁମ୍ନ ମଲ୍ଲିକ, ଜିଲ୍ଲାପରିଷଦ ସଦସ୍ୟ ପାଣିଗ୍ରାହୀ,ସ୍ୱତନ୍ତ୍ର ଉନ୍ନୟନ ପରିଷଦ ଅଧ୍ୟକ୍ଷ ବିଦ୍ୟାଧର ଶବର, ଗୁଣୁପୁର ପୌର ପରିଷଦ ଉପାଧ୍ୟକ୍ଷ ଶିବ ପ୍ରସାଦ ଗୌଡ଼, ବିଧାୟକ ସତ୍ୟଜିତ୍ ଗମାଙ୍ଗ, ପୂର୍ବତନ ବିଧାୟକ ରଘୁନାଥ ଗମାଙ୍ଗ,ସୁଧୀର ଦାସ,ବନମାଳୀ ଗମାଙ୍ଗଙ୍କ ସମେତ ପ୍ରଶାସନ ସ୍ତରର ଅଧିକାରୀ,ଗଣମାଧ୍ୟମ ରାଧ୍ୟାକୃଷ୍ଣ ପଣ୍ଡା,ଚିନ୍ମୟ ରଥ ପ୍ରମୁଖ ଗଭୀର ଶୋକ ପ୍ରକାଶ କରିବା ସହ ଶୋକସନ୍ତପ୍ତ ପରିବାରବର୍ଗଙ୍କୁ ସମବେଦନା ଜଣାଇଛନ୍ତି। ତାଙ୍କ ବିୟୋଗ ଶିକ୍ଷା ଜଗତ ଏବଂ ଆଧ୍ୟାତ୍ମିକ ସମାଜ ପାଇଁ ଏକ ଅପୂରଣୀୟ କ୍ଷତି। — [1100, 1687, 1483, 2223]
